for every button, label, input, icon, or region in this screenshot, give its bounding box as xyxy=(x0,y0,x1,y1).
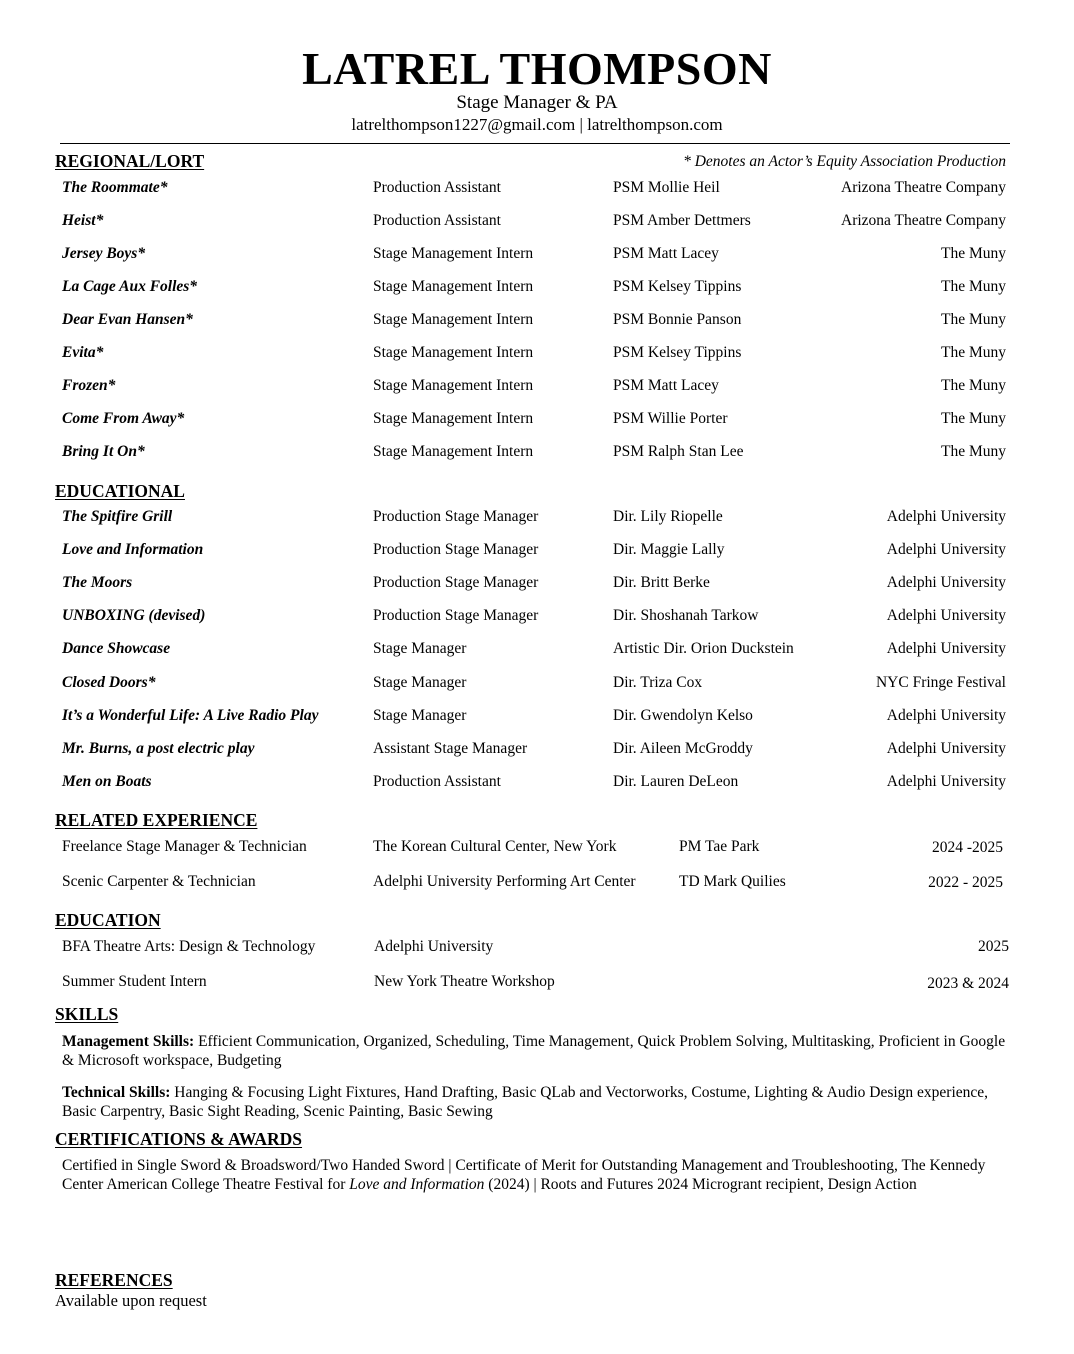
contact-line: latrelthompson1227@gmail.com | latrelthompson.com xyxy=(351,115,723,134)
credit-venue: Arizona Theatre Company xyxy=(841,212,1006,229)
credit-show-title: Come From Away* xyxy=(62,410,185,427)
credit-show-title: Closed Doors* xyxy=(62,673,156,691)
credit-show-title: Bring It On* xyxy=(62,443,145,460)
credit-role: Stage Management Intern xyxy=(373,443,534,460)
credit-show-title: Evita* xyxy=(62,344,104,361)
credit-role: Production Stage Manager xyxy=(373,607,539,625)
credit-role: Stage Management Intern xyxy=(373,344,534,361)
credit-role: Stage Manager xyxy=(373,706,467,724)
section-heading-skills: SKILLS xyxy=(55,1004,119,1024)
references-text: Available upon request xyxy=(55,1291,207,1310)
credit-show-title: Men on Boats xyxy=(62,772,152,790)
credit-director: Dir. Britt Berke xyxy=(613,574,710,592)
credit-role: Production Stage Manager xyxy=(373,541,539,559)
management-skills xyxy=(62,1032,1012,1070)
credit-director: PSM Matt Lacey xyxy=(613,245,719,262)
credit-director: Dir. Triza Cox xyxy=(613,673,703,691)
technical-skills-text: Hanging & Focusing Light Fixtures, Hand Drafting, Basic QLab and Vectorworks, Costume, Lighting & Audio Design experience, Basic Carpentry, Basic Sight Reading, Scenic Painting, Basic Sewing xyxy=(62,1084,989,1120)
credit-director: Dir. Lily Riopelle xyxy=(613,508,723,525)
experience-contact: PM Tae Park xyxy=(679,838,760,855)
credit-show-title: Jersey Boys* xyxy=(62,245,146,262)
credit-director: PSM Matt Lacey xyxy=(613,377,719,394)
management-skills-text: Efficient Communication, Organized, Scheduling, Time Management, Quick Problem Solving, Multitasking, Proficient in Google & Microsoft workspace, Budgeting xyxy=(62,1033,1006,1069)
credit-director: Dir. Maggie Lally xyxy=(613,541,725,559)
credit-show-title: Frozen* xyxy=(62,377,116,394)
experience-position: Freelance Stage Manager & Technician xyxy=(62,838,307,855)
credit-role: Stage Management Intern xyxy=(373,278,534,295)
experience-years: 2022 - 2025 xyxy=(928,874,1003,891)
certifications-text xyxy=(62,1156,1012,1194)
credit-venue: Adelphi University xyxy=(886,772,1006,790)
credit-show-title: The Spitfire Grill xyxy=(62,508,173,525)
technical-skills xyxy=(62,1083,1012,1121)
credit-show-title: UNBOXING (devised) xyxy=(62,607,206,625)
education-degree: BFA Theatre Arts: Design & Technology xyxy=(62,938,316,955)
credit-role: Production Assistant xyxy=(373,212,501,229)
education-year: 2023 & 2024 xyxy=(927,975,1009,992)
credit-venue: Adelphi University xyxy=(886,508,1006,525)
credit-venue: The Muny xyxy=(940,311,1006,328)
section-heading-related: RELATED EXPERIENCE xyxy=(55,810,258,830)
credit-role: Stage Management Intern xyxy=(373,410,534,427)
credit-venue: NYC Fringe Festival xyxy=(875,673,1006,691)
credit-show-title: La Cage Aux Folles* xyxy=(62,278,198,295)
credit-role: Production Stage Manager xyxy=(373,508,539,525)
credit-venue: Adelphi University xyxy=(886,607,1006,625)
credit-director: PSM Mollie Heil xyxy=(613,179,720,196)
credit-show-title: Dear Evan Hansen* xyxy=(62,311,193,328)
credit-director: PSM Amber Dettmers xyxy=(613,212,751,229)
education-institution: New York Theatre Workshop xyxy=(374,973,555,990)
credit-venue: The Muny xyxy=(940,245,1006,262)
credit-venue: The Muny xyxy=(940,344,1006,361)
experience-years: 2024 -2025 xyxy=(931,839,1003,856)
credit-role: Production Stage Manager xyxy=(373,574,539,592)
credit-director: Dir. Gwendolyn Kelso xyxy=(613,706,753,724)
credit-role: Stage Management Intern xyxy=(373,245,534,262)
credit-director: Dir. Lauren DeLeon xyxy=(613,772,739,790)
section-heading-regional: REGIONAL/LORT xyxy=(55,151,205,171)
experience-organization: Adelphi University Performing Art Center xyxy=(373,873,636,890)
credit-role: Stage Manager xyxy=(373,673,467,691)
credit-role: Stage Manager xyxy=(373,640,467,658)
credit-director: PSM Ralph Stan Lee xyxy=(613,443,744,460)
credit-venue: Adelphi University xyxy=(886,739,1006,757)
credit-show-title: Mr. Burns, a post electric play xyxy=(62,739,255,757)
credit-director: PSM Willie Porter xyxy=(613,410,728,427)
credit-venue: Adelphi University xyxy=(886,574,1006,592)
credit-role: Stage Management Intern xyxy=(373,311,534,328)
credit-venue: The Muny xyxy=(940,278,1006,295)
section-heading-education: EDUCATION xyxy=(55,910,161,930)
certifications-text-before: Certified in Single Sword & Broadsword/Two Handed Sword | Certificate of Merit for Outstanding Management and Troubleshooting, The Kennedy Center American College Theatre Festival for xyxy=(62,1157,986,1193)
credit-show-title: Love and Information xyxy=(62,541,204,559)
experience-organization: The Korean Cultural Center, New York xyxy=(373,838,617,855)
experience-position: Scenic Carpenter & Technician xyxy=(62,873,256,890)
credit-venue: Arizona Theatre Company xyxy=(841,179,1006,196)
credit-director: Artistic Dir. Orion Duckstein xyxy=(613,640,794,658)
credit-venue: Adelphi University xyxy=(886,706,1006,724)
credit-role: Production Assistant xyxy=(373,179,501,196)
education-degree: Summer Student Intern xyxy=(62,973,207,990)
education-year: 2025 xyxy=(978,938,1009,955)
credit-show-title: The Roommate* xyxy=(62,179,168,196)
credit-venue: The Muny xyxy=(940,377,1006,394)
credit-role: Assistant Stage Manager xyxy=(373,739,528,757)
section-heading-references: REFERENCES xyxy=(55,1270,173,1290)
credit-show-title: Heist* xyxy=(62,212,104,229)
experience-contact: TD Mark Quilies xyxy=(679,873,786,890)
credit-venue: The Muny xyxy=(940,443,1006,460)
certifications-italic-title: Love and Information xyxy=(349,1176,485,1193)
certifications-text-after: (2024) | Roots and Futures 2024 Microgrant recipient, Design Action xyxy=(484,1176,917,1193)
header-divider xyxy=(60,143,1010,144)
management-skills-label: Management Skills: xyxy=(62,1033,195,1050)
credit-show-title: The Moors xyxy=(62,574,133,592)
credit-director: PSM Kelsey Tippins xyxy=(613,278,742,295)
credit-role: Production Assistant xyxy=(373,772,501,790)
education-institution: Adelphi University xyxy=(374,938,494,955)
technical-skills-label: Technical Skills: xyxy=(62,1084,171,1101)
section-heading-educational: EDUCATIONAL xyxy=(55,481,185,501)
credit-show-title: Dance Showcase xyxy=(62,640,171,658)
credit-director: Dir. Shoshanah Tarkow xyxy=(613,607,759,625)
credit-director: PSM Bonnie Panson xyxy=(613,311,742,328)
credit-director: PSM Kelsey Tippins xyxy=(613,344,742,361)
credit-role: Stage Management Intern xyxy=(373,377,534,394)
candidate-name: LATREL THOMPSON xyxy=(302,43,772,94)
credit-venue: Adelphi University xyxy=(886,640,1006,658)
candidate-title: Stage Manager & PA xyxy=(456,92,618,113)
credit-venue: The Muny xyxy=(940,410,1006,427)
credit-venue: Adelphi University xyxy=(886,541,1006,559)
credit-show-title: It’s a Wonderful Life: A Live Radio Play xyxy=(62,706,319,724)
section-heading-certifications: CERTIFICATIONS & AWARDS xyxy=(55,1129,303,1149)
equity-note: * Denotes an Actor’s Equity Association Production xyxy=(683,153,1006,170)
credit-director: Dir. Aileen McGroddy xyxy=(613,739,753,757)
